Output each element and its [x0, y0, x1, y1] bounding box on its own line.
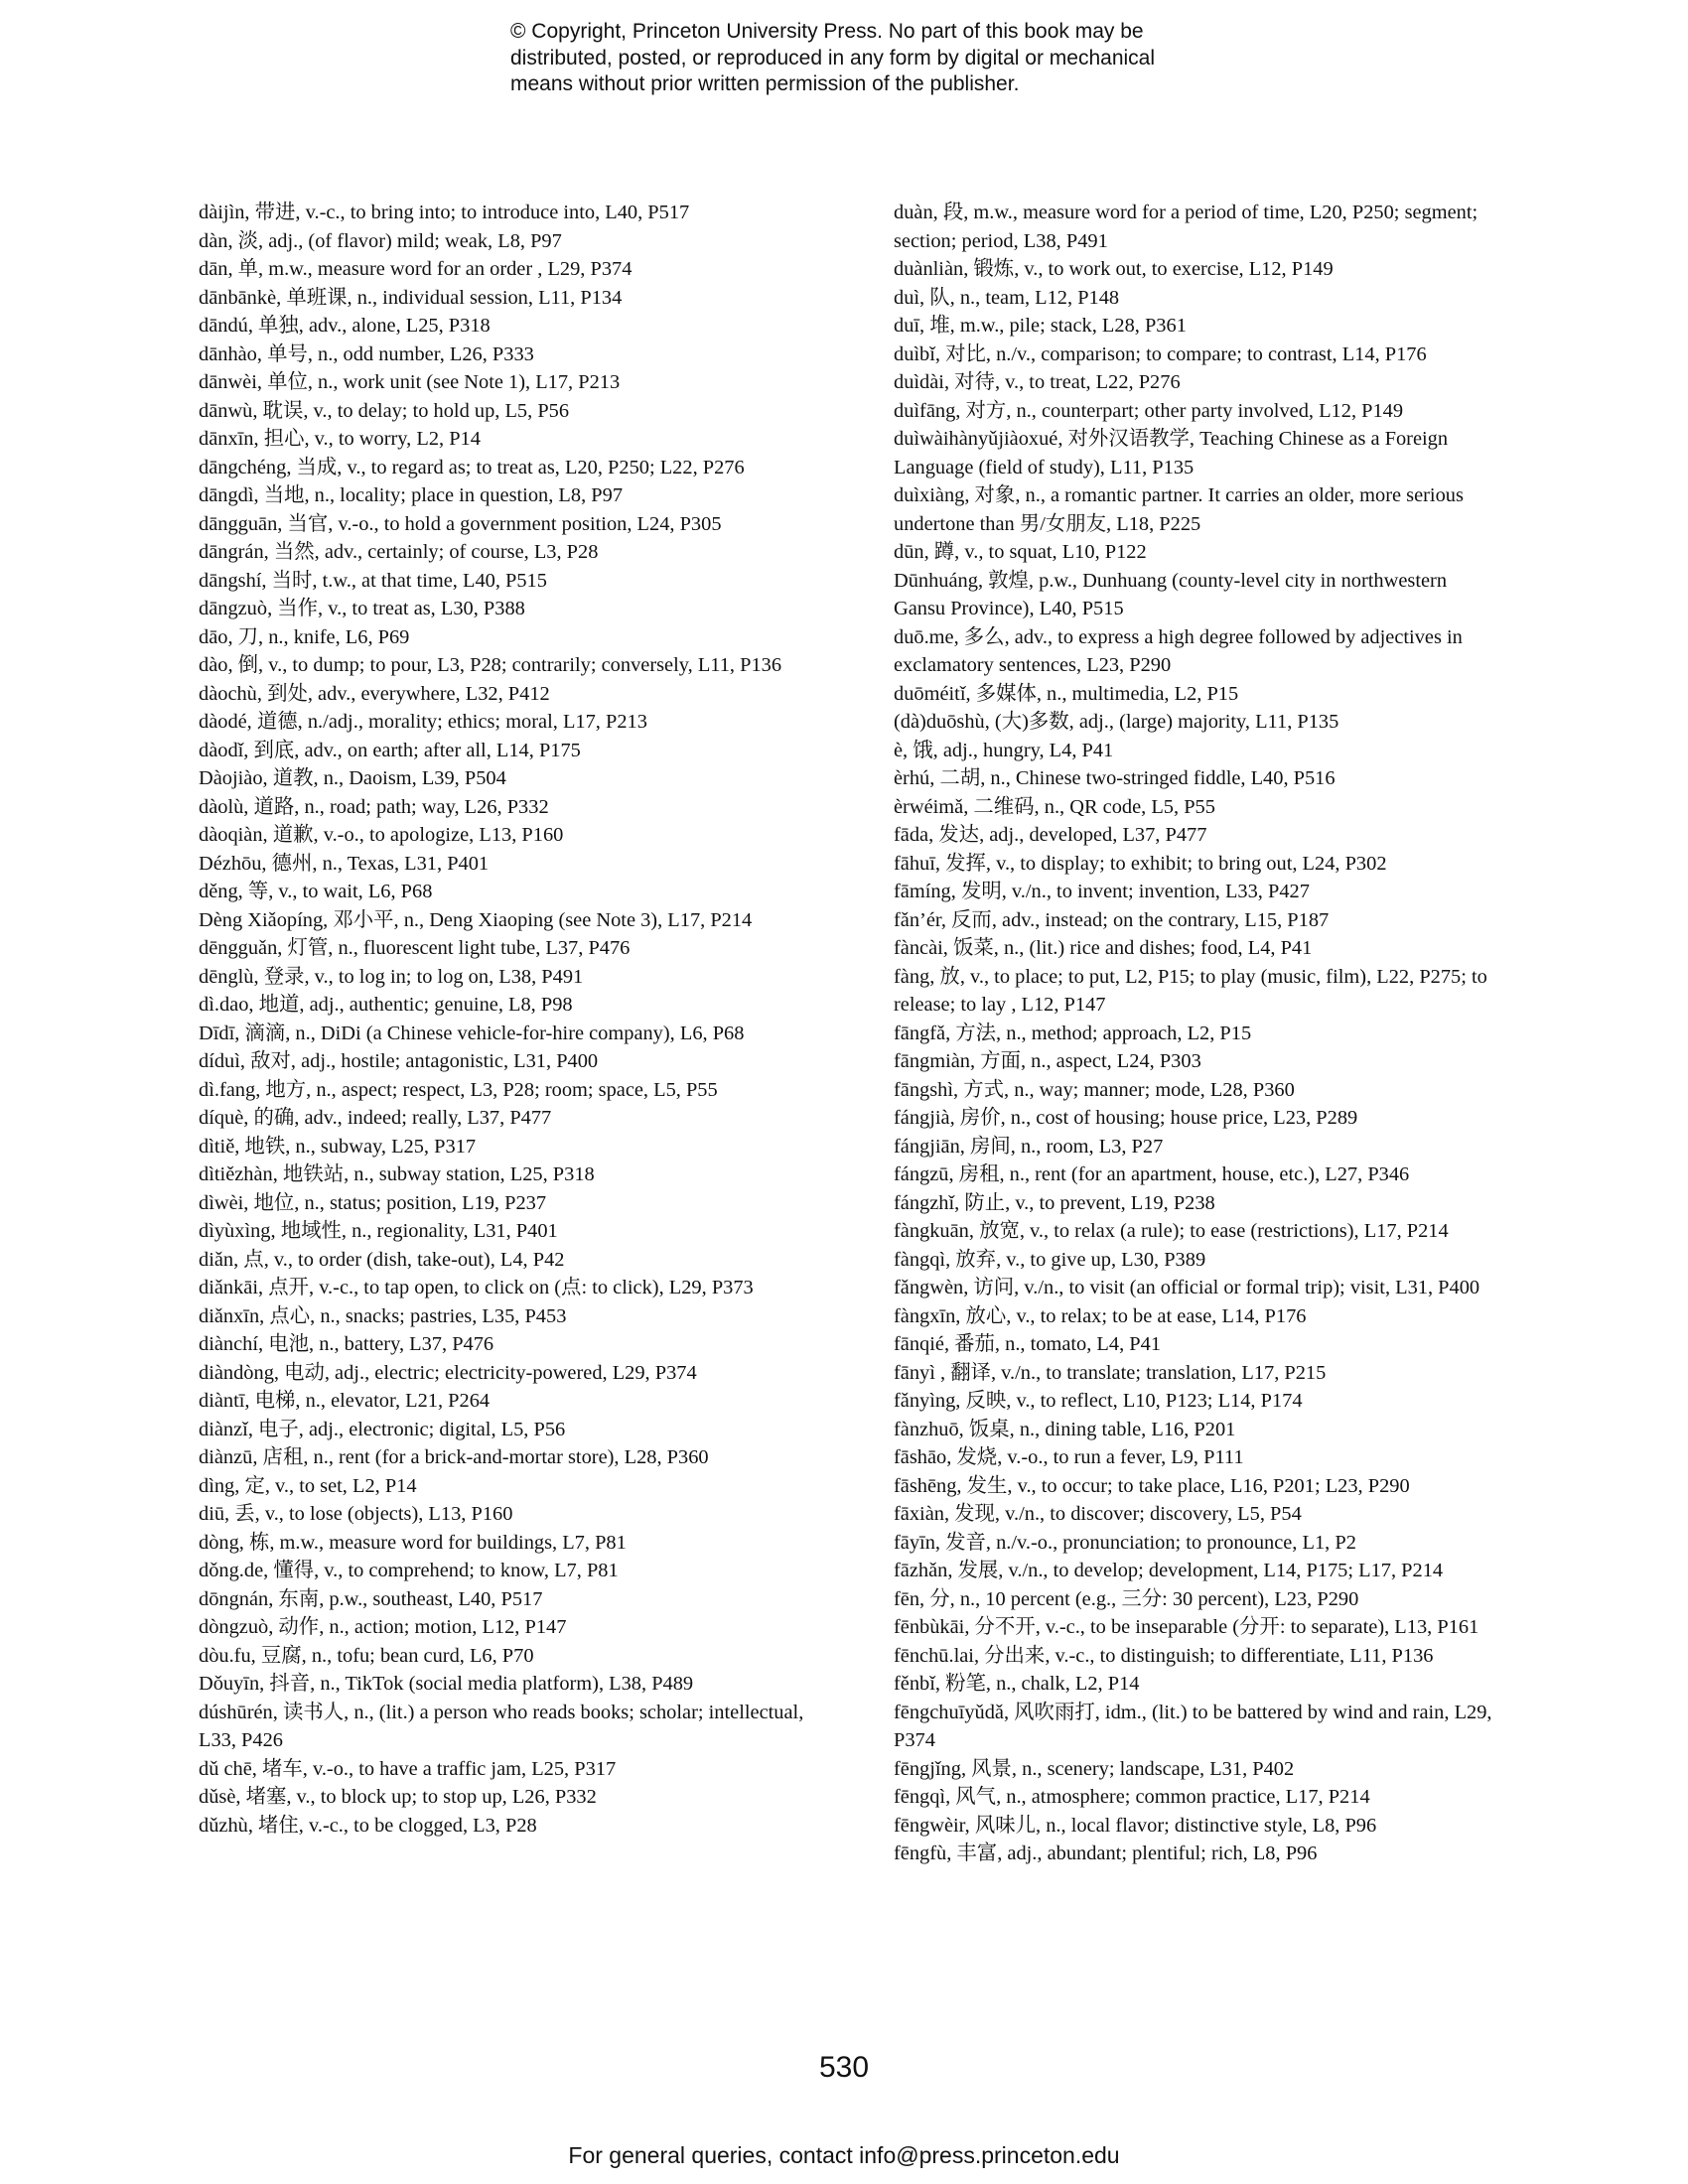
glossary-entry: diǎnkāi, 点开, v.-c., to tap open, to click on (点: to click), L29, P373: [199, 1277, 754, 1298]
glossary-entry: dāngdì, 当地, n., locality; place in question, L8, P97: [199, 484, 624, 506]
glossary-entry: Dèng Xiǎopíng, 邓小平, n., Deng Xiaoping (see Note 3), L17, P214: [199, 908, 753, 931]
glossary-entry: fángzhǐ, 防止, v., to prevent, L19, P238: [894, 1191, 1215, 1214]
glossary-entry: duī, 堆, m.w., pile; stack, L28, P361: [894, 315, 1187, 337]
glossary-entry: dēnglù, 登录, v., to log in; to log on, L38, P491: [199, 965, 584, 988]
glossary-entry: dǔsè, 堵塞, v., to block up; to stop up, L26, P332: [199, 1786, 597, 1808]
glossary-entry: dāngrán, 当然, adv., certainly; of course, L3, P28: [199, 541, 599, 563]
glossary-entry: dàn, 淡, adj., (of flavor) mild; weak, L8, P97: [199, 229, 562, 252]
glossary-entry: dòng, 栋, m.w., measure word for buildings, L7, P81: [199, 1531, 627, 1554]
glossary-entry: fāzhǎn, 发展, v./n., to develop; development, L14, P175; L17, P214: [894, 1560, 1444, 1581]
glossary-entry: diàntī, 电梯, n., elevator, L21, P264: [199, 1390, 491, 1412]
copyright-notice: [510, 19, 1325, 98]
glossary-entry: díquè, 的确, adv., indeed; really, L37, P477: [199, 1107, 552, 1129]
glossary-entry: duō.me, 多么, adv., to express a high degree followed by adjectives in exclamatory sentences, L23, P290: [894, 625, 1463, 676]
copyright-line: distributed, posted, or reproduced in any form by digital or mechanical: [510, 46, 1156, 69]
glossary-entry: dàolù, 道路, n., road; path; way, L26, P332: [199, 795, 549, 818]
glossary-entry: duìbǐ, 对比, n./v., comparison; to compare; to contrast, L14, P176: [894, 342, 1427, 365]
glossary-entry: fāda, 发达, adj., developed, L37, P477: [894, 824, 1207, 846]
glossary-entry: dāndú, 单独, adv., alone, L25, P318: [199, 315, 491, 337]
glossary-entry: fēngchuīyǔdǎ, 风吹雨打, idm., (lit.) to be battered by wind and rain, L29, P374: [894, 1701, 1492, 1751]
glossary-entry: fāhuī, 发挥, v., to display; to exhibit; to bring out, L24, P302: [894, 852, 1387, 875]
glossary-entry: fēngqì, 风气, n., atmosphere; common practice, L17, P214: [894, 1786, 1370, 1808]
glossary-entry: fānyì , 翻译, v./n., to translate; translation, L17, P215: [894, 1361, 1327, 1384]
glossary-entry: èrhú, 二胡, n., Chinese two-stringed fiddle, L40, P516: [894, 767, 1336, 789]
glossary-entry: fēngfù, 丰富, adj., abundant; plentiful; rich, L8, P96: [894, 1843, 1318, 1864]
glossary-entry: fàncài, 饭菜, n., (lit.) rice and dishes; food, L4, P41: [894, 937, 1313, 959]
glossary-entry: děng, 等, v., to wait, L6, P68: [199, 881, 433, 902]
glossary-entry: fāngmiàn, 方面, n., aspect, L24, P303: [894, 1050, 1201, 1072]
glossary-entry: fāshāo, 发烧, v.-o., to run a fever, L9, P111: [894, 1446, 1244, 1468]
glossary-entry: diànzū, 店租, n., rent (for a brick-and-mortar store), L28, P360: [199, 1446, 709, 1468]
glossary-entry: duì, 队, n., team, L12, P148: [894, 286, 1120, 309]
glossary-entry: fēnchū.lai, 分出来, v.-c., to distinguish; to differentiate, L11, P136: [894, 1644, 1434, 1667]
glossary-entry: dìyùxìng, 地域性, n., regionality, L31, P401: [199, 1220, 558, 1242]
glossary-entry: diànzǐ, 电子, adj., electronic; digital, L5, P56: [199, 1418, 566, 1440]
glossary-entry: fǎngwèn, 访问, v./n., to visit (an official or formal trip); visit, L31, P400: [894, 1277, 1480, 1298]
glossary-entry: dàoqiàn, 道歉, v.-o., to apologize, L13, P160: [199, 824, 564, 846]
copyright-line: © Copyright, Princeton University Press. No part of this book may be: [510, 20, 1144, 43]
glossary-entry: dàodǐ, 到底, adv., on earth; after all, L14, P175: [199, 739, 581, 761]
glossary-entry: fēn, 分, n., 10 percent (e.g., 三分: 30 percent), L23, P290: [894, 1587, 1359, 1610]
glossary-entry: díduì, 敌对, adj., hostile; antagonistic, L31, P400: [199, 1050, 599, 1072]
glossary-entry: duìwàihànyǔjiàoxué, 对外汉语教学, Teaching Chinese as a Foreign Language (field of study), L11, P135: [894, 428, 1449, 478]
glossary-entry: fànzhuō, 饭桌, n., dining table, L16, P201: [894, 1418, 1236, 1440]
glossary-entry: Dézhōu, 德州, n., Texas, L31, P401: [199, 852, 490, 875]
glossary-entry: dānxīn, 担心, v., to worry, L2, P14: [199, 428, 481, 450]
glossary-entry: fǎnyìng, 反映, v., to reflect, L10, P123; L14, P174: [894, 1390, 1303, 1412]
glossary-entry: diǎn, 点, v., to order (dish, take-out), L4, P42: [199, 1248, 565, 1271]
glossary-entry: dìtiě, 地铁, n., subway, L25, P317: [199, 1135, 477, 1158]
glossary-entry: fāmíng, 发明, v./n., to invent; invention, L33, P427: [894, 881, 1310, 902]
glossary-entry: duànliàn, 锻炼, v., to work out, to exercise, L12, P149: [894, 258, 1334, 280]
page-number: 530: [818, 2051, 870, 2084]
glossary-entry: Dǒuyīn, 抖音, n., TikTok (social media platform), L38, P489: [199, 1673, 694, 1695]
glossary-right-column: [894, 199, 1499, 1868]
glossary-entry: dānwù, 耽误, v., to delay; to hold up, L5, P56: [199, 399, 570, 422]
glossary-entry: dāngshí, 当时, t.w., at that time, L40, P515: [199, 569, 547, 592]
glossary-entry: fángzū, 房租, n., rent (for an apartment, house, etc.), L27, P346: [894, 1163, 1410, 1185]
glossary-entry: dān, 单, m.w., measure word for an order , L29, P374: [199, 258, 633, 280]
glossary-entry: duìxiàng, 对象, n., a romantic partner. It carries an older, more serious undertone than 男/女朋友, L18, P225: [894, 484, 1464, 535]
glossary-entry: dàodé, 道德, n./adj., morality; ethics; moral, L17, P213: [199, 711, 647, 733]
glossary-entry: fāngshì, 方式, n., way; manner; mode, L28, P360: [894, 1078, 1295, 1101]
glossary-entry: fángjià, 房价, n., cost of housing; house price, L23, P289: [894, 1107, 1358, 1129]
glossary-entry: diū, 丢, v., to lose (objects), L13, P160: [199, 1503, 513, 1525]
glossary-left-column: [199, 199, 804, 1840]
glossary-entry: Dàojiào, 道教, n., Daoism, L39, P504: [199, 767, 506, 789]
glossary-entry: fàng, 放, v., to place; to put, L2, P15; to play (music, film), L22, P275; to release; to lay , L12, P147: [894, 965, 1487, 1016]
glossary-entry: Dīdī, 滴滴, n., DiDi (a Chinese vehicle-for-hire company), L6, P68: [199, 1022, 745, 1044]
glossary-entry: fāyīn, 发音, n./v.-o., pronunciation; to pronounce, L1, P2: [894, 1531, 1356, 1554]
glossary-entry: diǎnxīn, 点心, n., snacks; pastries, L35, P453: [199, 1304, 567, 1327]
glossary-entry: dēngguǎn, 灯管, n., fluorescent light tube, L37, P476: [199, 937, 631, 959]
glossary-entry: dāngchéng, 当成, v., to regard as; to treat as, L20, P250; L22, P276: [199, 456, 745, 478]
glossary-entry: dǔ chē, 堵车, v.-o., to have a traffic jam, L25, P317: [199, 1757, 617, 1780]
glossary-entry: fāngfǎ, 方法, n., method; approach, L2, P15: [894, 1022, 1252, 1044]
glossary-entry: è, 饿, adj., hungry, L4, P41: [894, 739, 1114, 761]
glossary-entry: duōméitǐ, 多媒体, n., multimedia, L2, P15: [894, 682, 1239, 705]
glossary-entry: fàngqì, 放弃, v., to give up, L30, P389: [894, 1248, 1206, 1271]
glossary-entry: dāngguān, 当官, v.-o., to hold a government position, L24, P305: [199, 512, 722, 535]
glossary-entry: dūn, 蹲, v., to squat, L10, P122: [894, 541, 1147, 563]
glossary-entry: (dà)duōshù, (大)多数, adj., (large) majority, L11, P135: [894, 711, 1339, 733]
glossary-entry: fānqié, 番茄, n., tomato, L4, P41: [894, 1333, 1162, 1355]
glossary-entry: fēnbùkāi, 分不开, v.-c., to be inseparable (分开: to separate), L13, P161: [894, 1616, 1479, 1638]
glossary-entry: fǎn’ér, 反而, adv., instead; on the contrary, L15, P187: [894, 908, 1330, 931]
footer-contact: For general queries, contact info@press.princeton.edu: [568, 2142, 1120, 2168]
glossary-entry: dǒng.de, 懂得, v., to comprehend; to know, L7, P81: [199, 1560, 619, 1581]
glossary-entry: fěnbǐ, 粉笔, n., chalk, L2, P14: [894, 1673, 1140, 1695]
glossary-entry: fàngxīn, 放心, v., to relax; to be at ease, L14, P176: [894, 1304, 1307, 1327]
glossary-entry: fángjiān, 房间, n., room, L3, P27: [894, 1135, 1164, 1158]
glossary-entry: duìdài, 对待, v., to treat, L22, P276: [894, 371, 1181, 393]
glossary-entry: fāxiàn, 发现, v./n., to discover; discovery, L5, P54: [894, 1503, 1302, 1525]
glossary-entry: dāngzuò, 当作, v., to treat as, L30, P388: [199, 598, 525, 619]
glossary-entry: dānhào, 单号, n., odd number, L26, P333: [199, 342, 534, 365]
glossary-entry: dì.dao, 地道, adj., authentic; genuine, L8, P98: [199, 994, 573, 1016]
glossary-entry: fēngjǐng, 风景, n., scenery; landscape, L31, P402: [894, 1757, 1295, 1780]
glossary-entry: Dūnhuáng, 敦煌, p.w., Dunhuang (county-level city in northwestern Gansu Province), L40, P515: [894, 569, 1448, 619]
copyright-line: means without prior written permission of the publisher.: [510, 72, 1020, 95]
glossary-entry: duàn, 段, m.w., measure word for a period of time, L20, P250; segment; section; period, L38, P491: [894, 202, 1478, 252]
glossary-entry: dòngzuò, 动作, n., action; motion, L12, P147: [199, 1616, 567, 1638]
glossary-entry: dúshūrén, 读书人, n., (lit.) a person who reads books; scholar; intellectual, L33, P426: [199, 1701, 804, 1751]
glossary-entry: fāshēng, 发生, v., to occur; to take place, L16, P201; L23, P290: [894, 1474, 1410, 1497]
glossary-entry: dàijìn, 带进, v.-c., to bring into; to introduce into, L40, P517: [199, 202, 690, 223]
glossary-entry: dìtiězhàn, 地铁站, n., subway station, L25, P318: [199, 1163, 595, 1185]
glossary-entry: fàngkuān, 放宽, v., to relax (a rule); to ease (restrictions), L17, P214: [894, 1220, 1449, 1242]
glossary-entry: dào, 倒, v., to dump; to pour, L3, P28; contrarily; conversely, L11, P136: [199, 654, 782, 676]
glossary-entry: diàndòng, 电动, adj., electric; electricity-powered, L29, P374: [199, 1361, 697, 1384]
glossary-entry: dòu.fu, 豆腐, n., tofu; bean curd, L6, P70: [199, 1644, 534, 1667]
glossary-entry: dōngnán, 东南, p.w., southeast, L40, P517: [199, 1587, 543, 1610]
glossary-entry: dìwèi, 地位, n., status; position, L19, P237: [199, 1191, 547, 1214]
glossary-entry: dàochù, 到处, adv., everywhere, L32, P412: [199, 682, 550, 705]
glossary-entry: dānbānkè, 单班课, n., individual session, L11, P134: [199, 286, 623, 309]
glossary-entry: fēngwèir, 风味儿, n., local flavor; distinctive style, L8, P96: [894, 1814, 1377, 1837]
glossary-entry: duìfāng, 对方, n., counterpart; other party involved, L12, P149: [894, 399, 1404, 422]
glossary-entry: dìng, 定, v., to set, L2, P14: [199, 1474, 417, 1497]
glossary-entry: diànchí, 电池, n., battery, L37, P476: [199, 1333, 494, 1355]
glossary-entry: dǔzhù, 堵住, v.-c., to be clogged, L3, P28: [199, 1814, 537, 1837]
glossary-entry: dì.fang, 地方, n., aspect; respect, L3, P28; room; space, L5, P55: [199, 1078, 718, 1101]
glossary-entry: èrwéimǎ, 二维码, n., QR code, L5, P55: [894, 795, 1215, 818]
glossary-entry: dānwèi, 单位, n., work unit (see Note 1), L17, P213: [199, 371, 621, 393]
glossary-entry: dāo, 刀, n., knife, L6, P69: [199, 625, 410, 648]
